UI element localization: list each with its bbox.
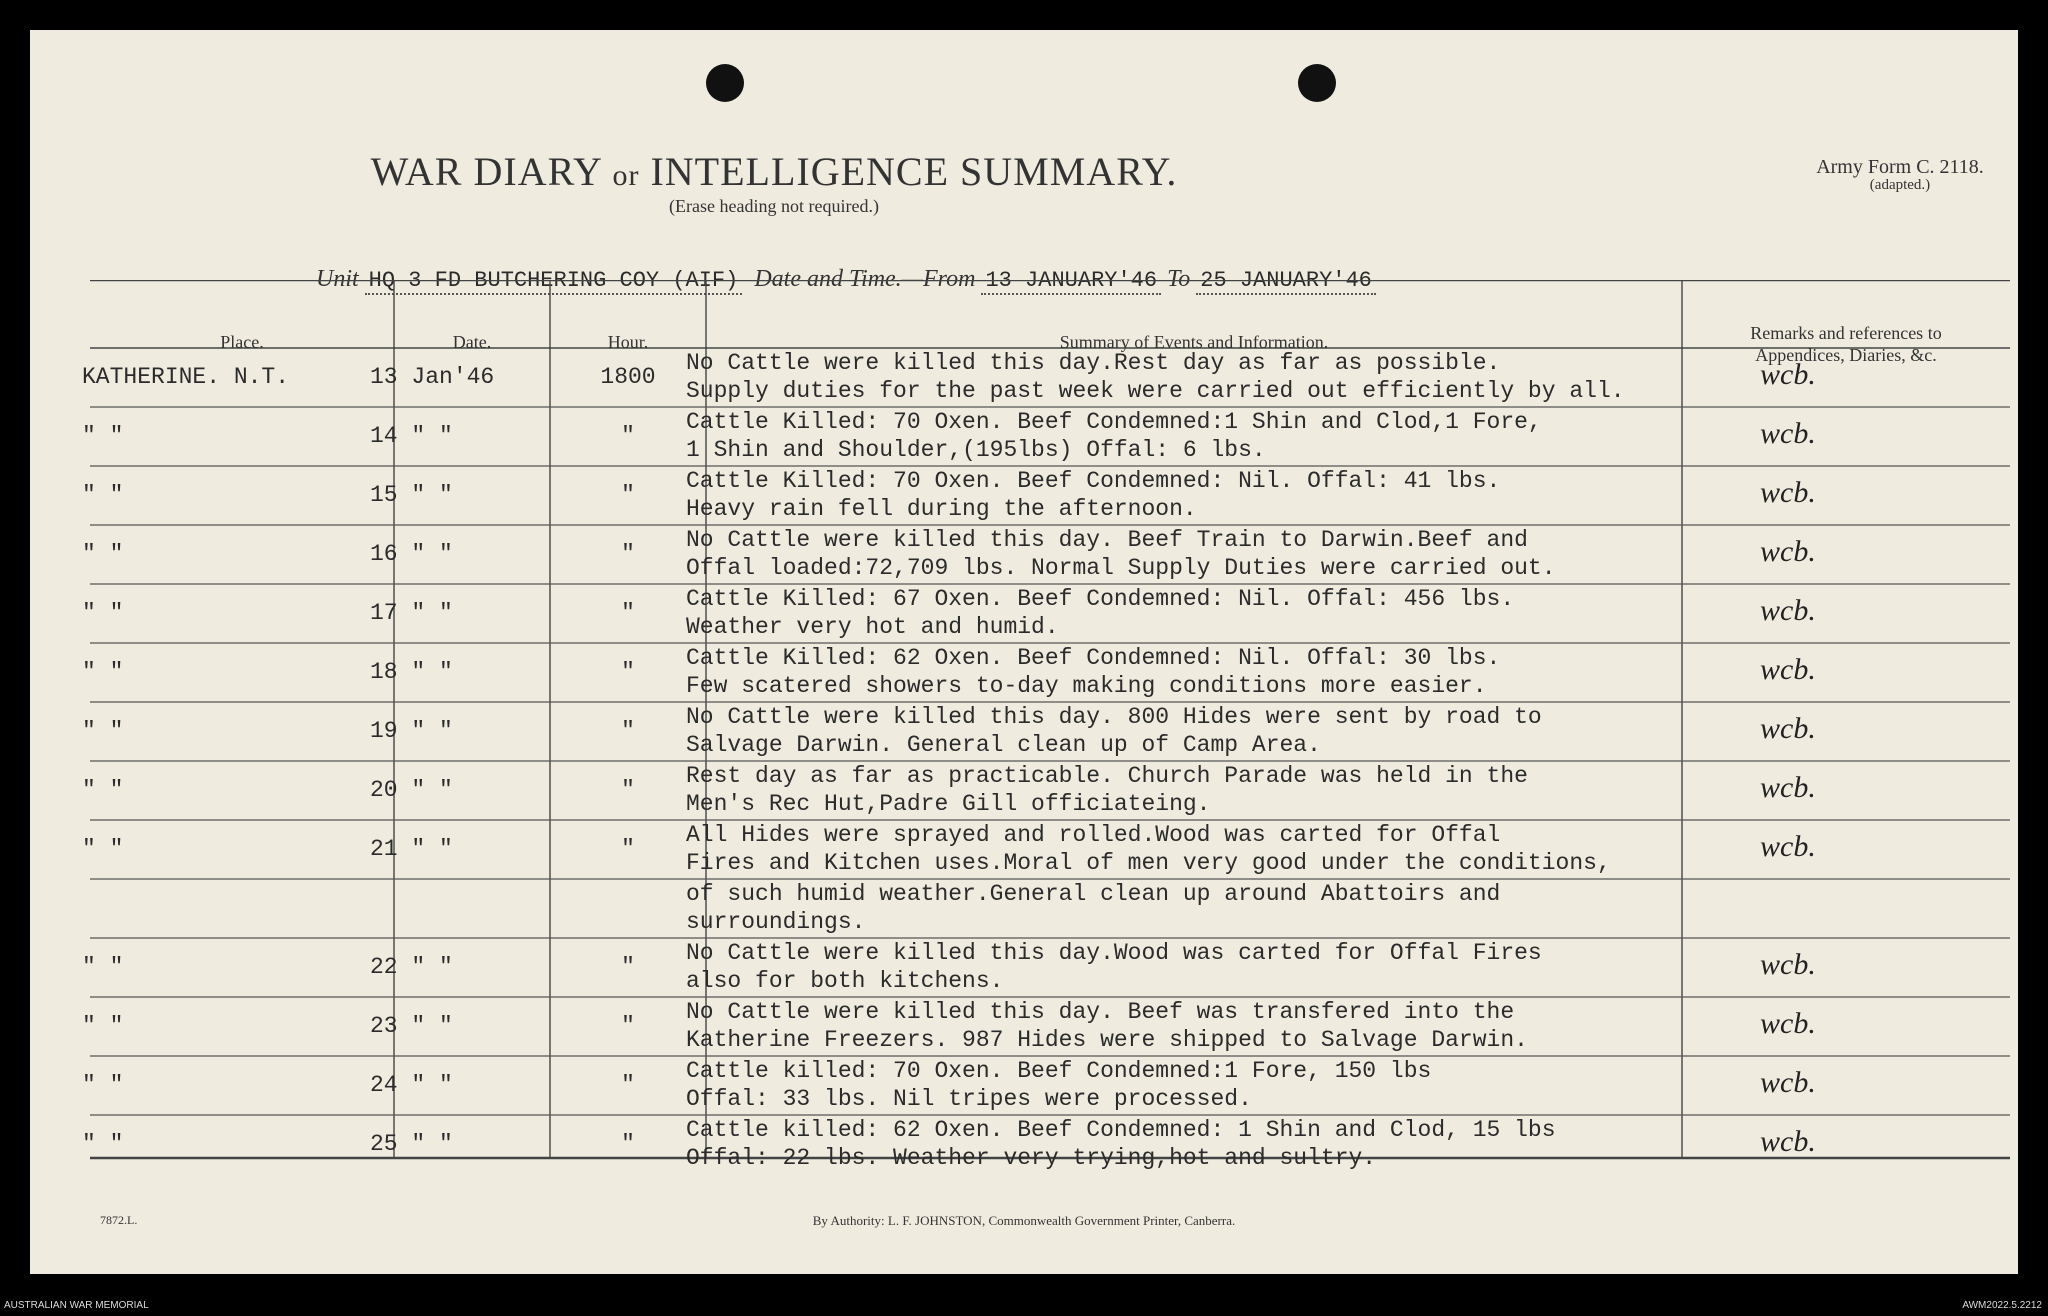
row-date: 21 " " bbox=[370, 836, 453, 862]
to-label: To bbox=[1167, 266, 1191, 292]
row-place: " " bbox=[82, 836, 124, 862]
row-date: 15 " " bbox=[370, 482, 453, 508]
row-date: 17 " " bbox=[370, 600, 453, 626]
archive-label: AUSTRALIAN WAR MEMORIAL bbox=[4, 1300, 149, 1311]
unit-value: HQ 3 FD BUTCHERING COY (AIF) bbox=[365, 268, 743, 295]
row-hour: " bbox=[621, 777, 635, 803]
row-place: " " bbox=[82, 777, 124, 803]
archive-reference: AWM2022.5.2212 bbox=[1962, 1300, 2042, 1311]
col-header-date: Date. bbox=[452, 332, 492, 352]
row-date: 24 " " bbox=[370, 1072, 453, 1098]
title-part2: INTELLIGENCE SUMMARY. bbox=[650, 149, 1178, 194]
row-signature: wcb. bbox=[1760, 1007, 1816, 1040]
row-signature: wcb. bbox=[1760, 358, 1816, 391]
remarks-line2: Appendices, Diaries, &c. bbox=[1755, 345, 1937, 365]
row-signature: wcb. bbox=[1760, 712, 1816, 745]
row-summary-line2: Heavy rain fell during the afternoon. bbox=[686, 496, 1197, 522]
row-summary-line2: also for both kitchens. bbox=[686, 968, 1004, 994]
row-summary-line1: No Cattle were killed this day. Beef Train to Darwin.Beef and bbox=[686, 527, 1528, 553]
row-signature: wcb. bbox=[1760, 476, 1816, 509]
row-signature: wcb. bbox=[1760, 948, 1816, 981]
row-date: 14 " " bbox=[370, 423, 453, 449]
row-summary-line2: Offal loaded:72,709 lbs. Normal Supply Duties were carried out. bbox=[686, 555, 1556, 581]
row-summary-line2: Salvage Darwin. General clean up of Camp Area. bbox=[686, 732, 1321, 758]
row-summary-line1: All Hides were sprayed and rolled.Wood was carted for Offal bbox=[686, 822, 1501, 848]
army-form-number: Army Form C. 2118. bbox=[1816, 156, 1984, 178]
row-summary-line1: Cattle Killed: 70 Oxen. Beef Condemned: Nil. Offal: 41 lbs. bbox=[686, 468, 1501, 494]
punch-hole-left bbox=[706, 64, 744, 102]
row-summary-line1: Cattle killed: 62 Oxen. Beef Condemned: 1 Shin and Clod, 15 lbs bbox=[686, 1117, 1556, 1143]
row-hour: " bbox=[621, 1131, 635, 1157]
row-summary-line1: No Cattle were killed this day. 800 Hides were sent by road to bbox=[686, 704, 1542, 730]
row-place: " " bbox=[82, 718, 124, 744]
row-hour: " bbox=[621, 600, 635, 626]
subtitle: (Erase heading not required.) bbox=[669, 196, 879, 216]
army-form-label bbox=[1780, 156, 2020, 194]
row-date: 22 " " bbox=[370, 954, 453, 980]
row-summary-line2: Men's Rec Hut,Padre Gill officiateing. bbox=[686, 791, 1211, 817]
unit-label: Unit bbox=[316, 266, 359, 292]
row-summary-line1: Cattle Killed: 67 Oxen. Beef Condemned: Nil. Offal: 456 lbs. bbox=[686, 586, 1515, 612]
army-form-sub: (adapted.) bbox=[1869, 177, 1931, 193]
title-or: or bbox=[612, 159, 640, 192]
row-signature: wcb. bbox=[1760, 1066, 1816, 1099]
row-date: 18 " " bbox=[370, 659, 453, 685]
row-place: " " bbox=[82, 1131, 124, 1157]
row-summary-line1: No Cattle were killed this day.Wood was carted for Offal Fires bbox=[686, 940, 1542, 966]
row-place: " " bbox=[82, 1072, 124, 1098]
remarks-line1: Remarks and references to bbox=[1750, 323, 1942, 343]
page-title bbox=[30, 148, 1518, 195]
printer-authority: By Authority: L. F. JOHNSTON, Commonwealth Government Printer, Canberra. bbox=[812, 1213, 1236, 1228]
title-part1: WAR DIARY bbox=[370, 149, 602, 194]
punch-hole-right bbox=[1298, 64, 1336, 102]
date-label: Date and Time.—From bbox=[754, 266, 976, 292]
row-hour: " bbox=[621, 659, 635, 685]
row-hour: " bbox=[621, 541, 635, 567]
form-number: 7872.L. bbox=[100, 1213, 138, 1227]
row-date: 25 " " bbox=[370, 1131, 453, 1157]
col-header-summary: Summary of Events and Information. bbox=[1059, 332, 1329, 352]
row-hour: " bbox=[621, 718, 635, 744]
row-date: 23 " " bbox=[370, 1013, 453, 1039]
row-summary-line2: Offal: 33 lbs. Nil tripes were processed. bbox=[686, 1086, 1252, 1112]
row-summary-line2: Few scatered showers to-day making conditions more easier. bbox=[686, 673, 1487, 699]
row-date: 13 Jan'46 bbox=[370, 364, 495, 390]
row-place: " " bbox=[82, 659, 124, 685]
row-place: " " bbox=[82, 600, 124, 626]
row-place: " " bbox=[82, 954, 124, 980]
row-hour: " bbox=[621, 482, 635, 508]
row-summary-line1: No Cattle were killed this day. Beef was transfered into the bbox=[686, 999, 1515, 1025]
row-signature: wcb. bbox=[1760, 830, 1816, 863]
col-header-place: Place. bbox=[220, 332, 264, 352]
diary-page bbox=[30, 30, 2018, 1274]
row-summary-line1: Cattle killed: 70 Oxen. Beef Condemned:1 Fore, 150 lbs bbox=[686, 1058, 1432, 1084]
row-signature: wcb. bbox=[1760, 653, 1816, 686]
row-place: " " bbox=[82, 482, 124, 508]
row-hour: " bbox=[621, 954, 635, 980]
row-summary-line1: Cattle Killed: 70 Oxen. Beef Condemned:1 Shin and Clod,1 Fore, bbox=[686, 409, 1542, 435]
row-place: " " bbox=[82, 541, 124, 567]
row-hour: " bbox=[621, 423, 635, 449]
row-date: 19 " " bbox=[370, 718, 453, 744]
col-header-hour: Hour. bbox=[607, 332, 649, 352]
row-signature: wcb. bbox=[1760, 594, 1816, 627]
to-value: 25 JANUARY'46 bbox=[1196, 268, 1376, 295]
row-summary-line1: Rest day as far as practicable. Church Parade was held in the bbox=[686, 763, 1528, 789]
row-signature: wcb. bbox=[1760, 771, 1816, 804]
row-hour: " bbox=[621, 1072, 635, 1098]
row-summary-line2: surroundings. bbox=[686, 909, 866, 935]
row-signature: wcb. bbox=[1760, 1125, 1816, 1158]
col-header-remarks bbox=[1682, 322, 2010, 366]
row-hour: " bbox=[621, 1013, 635, 1039]
row-summary-line2: 1 Shin and Shoulder,(195lbs) Offal: 6 lbs. bbox=[686, 437, 1266, 463]
row-signature: wcb. bbox=[1760, 417, 1816, 450]
row-place: KATHERINE. N.T. bbox=[82, 364, 290, 390]
row-summary-line2: Weather very hot and humid. bbox=[686, 614, 1059, 640]
row-summary-line2: Fires and Kitchen uses.Moral of men very good under the conditions, bbox=[686, 850, 1611, 876]
row-summary-line2: Supply duties for the past week were carried out efficiently by all. bbox=[686, 378, 1625, 404]
row-summary-line1: Cattle Killed: 62 Oxen. Beef Condemned: Nil. Offal: 30 lbs. bbox=[686, 645, 1501, 671]
row-signature: wcb. bbox=[1760, 535, 1816, 568]
row-hour: 1800 bbox=[600, 364, 656, 390]
row-summary-line2: Katherine Freezers. 987 Hides were shipped to Salvage Darwin. bbox=[686, 1027, 1528, 1053]
row-hour: " bbox=[621, 836, 635, 862]
row-place: " " bbox=[82, 1013, 124, 1039]
row-date: 16 " " bbox=[370, 541, 453, 567]
row-summary-line2: Offal: 22 lbs. Weather very trying,hot and sultry. bbox=[686, 1145, 1377, 1171]
row-date: 20 " " bbox=[370, 777, 453, 803]
row-place: " " bbox=[82, 423, 124, 449]
from-value: 13 JANUARY'46 bbox=[981, 268, 1161, 295]
row-summary-line1: of such humid weather.General clean up around Abattoirs and bbox=[686, 881, 1501, 907]
row-summary-line1: No Cattle were killed this day.Rest day as far as possible. bbox=[686, 350, 1501, 376]
